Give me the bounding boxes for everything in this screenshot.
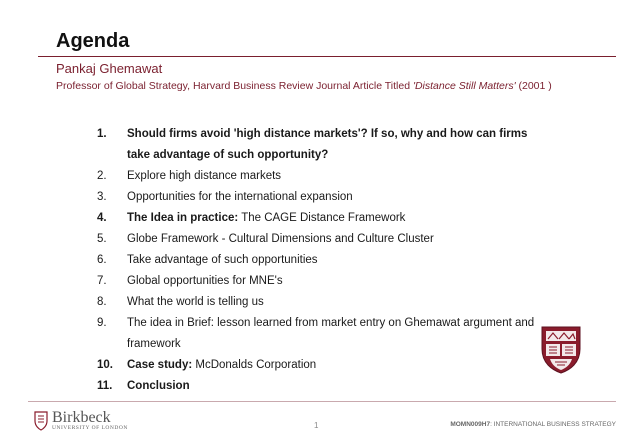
- agenda-item: [97, 187, 537, 208]
- agenda-item-number: 4.: [97, 212, 107, 224]
- birkbeck-logo: [34, 410, 128, 431]
- agenda-item-text: Take advantage of such opportunities: [127, 254, 318, 266]
- agenda-item-number: 8.: [97, 296, 107, 308]
- agenda-item-text: What the world is telling us: [127, 296, 264, 308]
- agenda-item-number: 2.: [97, 170, 107, 182]
- agenda-item-bold: Case study:: [127, 359, 193, 371]
- slide-title: Agenda: [56, 30, 130, 52]
- agenda-item: [97, 166, 537, 187]
- page-number: 1: [314, 421, 319, 430]
- agenda-item-number: 3.: [97, 191, 107, 203]
- logo-university: UNIVERSITY OF LONDON: [52, 425, 128, 431]
- title-divider: [38, 56, 616, 57]
- agenda-item-number: 7.: [97, 275, 107, 287]
- agenda-item-number: 11.: [97, 380, 113, 392]
- agenda-item-number: 6.: [97, 254, 107, 266]
- agenda-item-number: 9.: [97, 317, 107, 329]
- crest-icon: [540, 325, 582, 375]
- agenda-item-text: Opportunities for the international expansion: [127, 191, 353, 203]
- agenda-item-bold: Should firms avoid 'high distance markets'? If so, why and how can firms take advantage of such opportunity?: [127, 128, 528, 161]
- article-title: 'Distance Still Matters': [412, 80, 516, 92]
- agenda-item-text: Explore high distance markets: [127, 170, 282, 182]
- article-subtitle: [56, 80, 552, 92]
- agenda-item-number: 10.: [97, 359, 113, 371]
- agenda-item: [97, 313, 537, 355]
- agenda-item-text: Globe Framework - Cultural Dimensions and Culture Cluster: [127, 233, 434, 245]
- agenda-item: [97, 250, 537, 271]
- subtitle-suffix: (2001 ): [515, 80, 552, 92]
- agenda-item: [97, 355, 537, 376]
- agenda-item-bold: The Idea in practice:: [127, 212, 239, 224]
- agenda-item: [97, 376, 537, 397]
- logo-brand: Birkbeck: [52, 409, 111, 426]
- agenda-item: [97, 229, 537, 250]
- agenda-list: [97, 124, 537, 397]
- agenda-item-number: 1.: [97, 128, 107, 140]
- footer-divider: [28, 401, 616, 402]
- course-name: : INTERNATIONAL BUSINESS STRATEGY: [490, 421, 616, 428]
- agenda-item-text: Global opportunities for MNE's: [127, 275, 283, 287]
- agenda-item: [97, 124, 537, 166]
- course-code: MOMN009H7: [450, 421, 491, 428]
- agenda-item: [97, 208, 537, 229]
- agenda-item: [97, 271, 537, 292]
- agenda-item-text: The CAGE Distance Framework: [238, 212, 406, 224]
- agenda-item-bold: Conclusion: [127, 380, 190, 392]
- agenda-item: [97, 292, 537, 313]
- course-label: [450, 421, 616, 428]
- author-name: Pankaj Ghemawat: [56, 61, 163, 76]
- birkbeck-shield-icon: [34, 411, 48, 431]
- agenda-item-text: The idea in Brief: lesson learned from market entry on Ghemawat argument and framework: [127, 317, 535, 350]
- agenda-item-text: McDonalds Corporation: [192, 359, 317, 371]
- agenda-item-number: 5.: [97, 233, 107, 245]
- subtitle-prefix: Professor of Global Strategy, Harvard Business Review Journal Article Titled: [56, 80, 413, 92]
